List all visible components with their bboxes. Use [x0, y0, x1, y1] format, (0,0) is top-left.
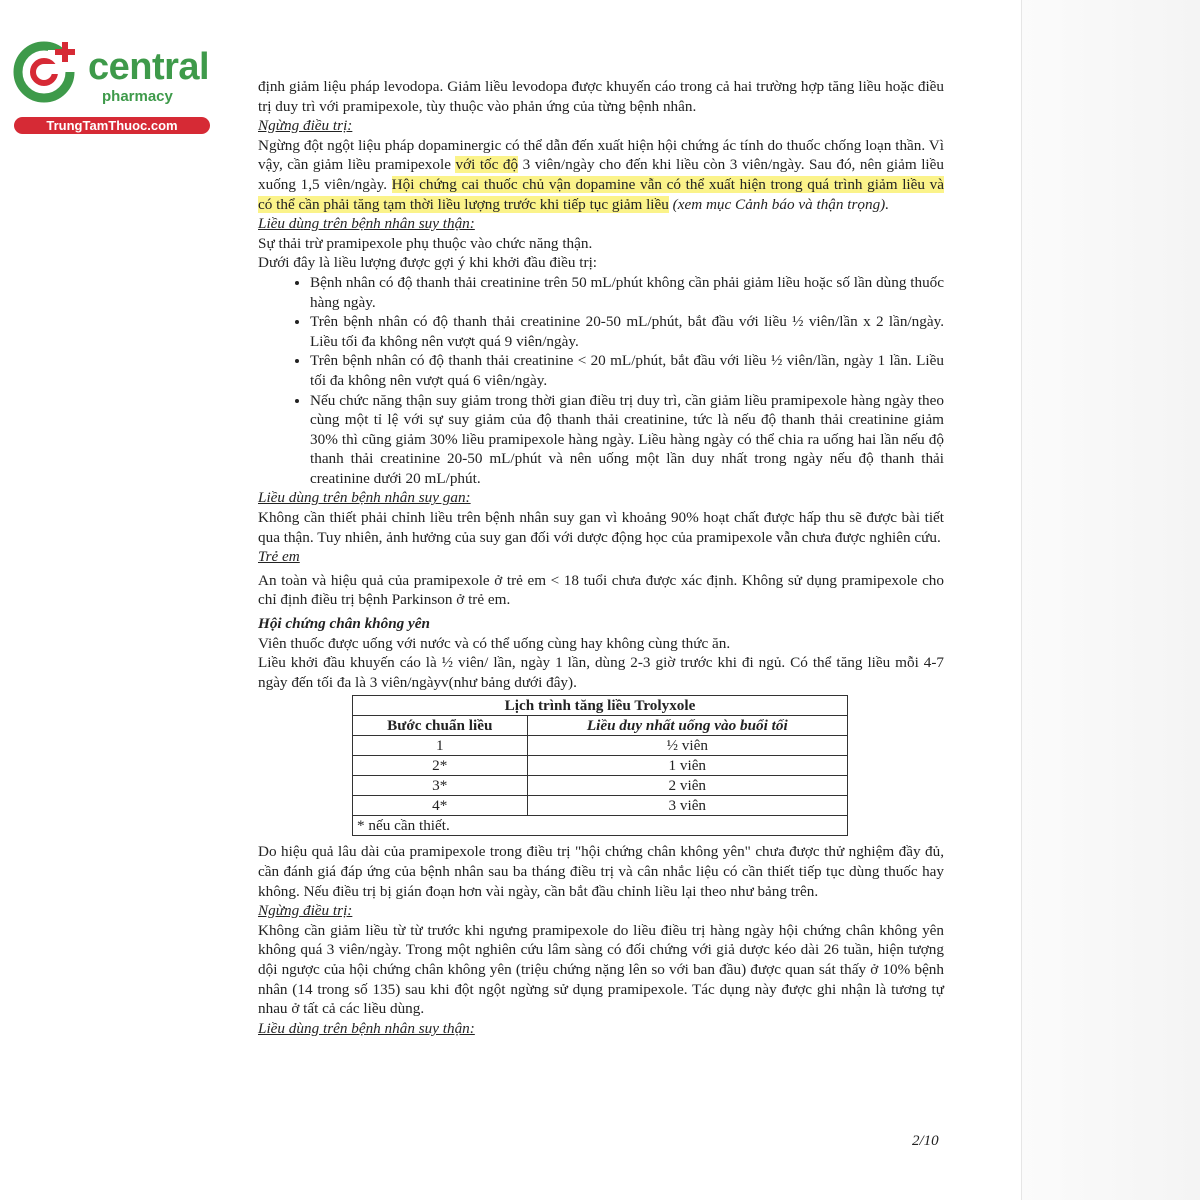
table-row: [353, 736, 848, 756]
table-cell: 3 viên: [527, 796, 847, 816]
table-row: [353, 796, 848, 816]
titration-table: [352, 695, 848, 836]
paragraph: Do hiệu quả lâu dài của pramipexole trong điều trị "hội chứng chân không yên" chưa được thử nghiệm đầy đủ, cần đánh giá đáp ứng của bệnh nhân sau ba tháng điều trị và cân nhắc liệu có cần thiết tiếp tục dùng thuốc hay không. Nếu điều trị bị gián đoạn hơn vài ngày, cần bắt đầu chỉnh liều lại theo như bảng trên.: [258, 843, 944, 900]
table-cell: ½ viên: [527, 736, 847, 756]
logo-url: TrungTamThuoc.com: [14, 117, 210, 134]
section-heading-stop-treatment-rls: Ngừng điều trị:: [258, 902, 353, 920]
page-edge-shadow: [1021, 0, 1200, 1200]
paragraph-taper: [258, 136, 944, 214]
paragraph: Dưới đây là liều lượng được gợi ý khi khởi đầu điều trị:: [258, 254, 598, 272]
table-cell: 2 viên: [527, 776, 847, 796]
table-header: Bước chuẩn liều: [353, 716, 528, 736]
paragraph: Sự thải trừ pramipexole phụ thuộc vào chức năng thận.: [258, 234, 593, 252]
document-body: [258, 77, 944, 1038]
highlight: với tốc độ: [455, 156, 519, 174]
paragraph: Không cần giảm liều từ từ trước khi ngưng pramipexole do liều điều trị hàng ngày hội chứng chân không yên không quá 3 viên/ngày. Trong một nghiên cứu lâm sàng có đối chứng với giả dược kéo dài 26 tuần, hiện tượng dội ngược của hội chứng chân không yên (triệu chứng nặng lên so với ban đầu) được quan sát thấy ở 10% bệnh nhân (14 trong số 135) sau khi đột ngột ngừng sử dụng pramipexole. Tác dụng này được ghi nhận là tương tự nhau ở tất cả các liều dùng.: [258, 921, 944, 1018]
list-item: • Trên bệnh nhân có độ thanh thải creatinine < 20 mL/phút, bắt đầu với liều ½ viên/lần, ngày 1 lần. Liều tối đa không nên vượt quá 6 viên/ngày.: [310, 351, 944, 390]
table-cell: 4*: [353, 796, 528, 816]
section-heading-stop-treatment: Ngừng điều trị:: [258, 117, 353, 135]
paragraph: Không cần thiết phải chỉnh liều trên bệnh nhân suy gan vì khoảng 90% hoạt chất được hấp thu sẽ được bài tiết qua thận. Tuy nhiên, ảnh hưởng của suy gan đối với dược động học của pramipexole vẫn chưa được nghiên cứu.: [258, 509, 944, 546]
table-row: [353, 756, 848, 776]
section-heading-hepatic: Liều dùng trên bệnh nhân suy gan:: [258, 489, 471, 507]
cross-reference: (xem mục Cảnh báo và thận trọng).: [668, 195, 890, 213]
paragraph: An toàn và hiệu quả của pramipexole ở trẻ em < 18 tuổi chưa được xác định. Không sử dụng pramipexole cho chỉ định điều trị bệnh Parkinson ở trẻ em.: [258, 571, 944, 609]
logo-subtitle: pharmacy: [102, 88, 173, 105]
highlight: Hội chứng cai thuốc chủ vận dopamine vẫn có thể xuất hiện trong quá trình giảm liều và có thể cần phải tăng tạm thời liều lượng trước khi tiếp tục giảm liều: [258, 175, 944, 213]
table-title: Lịch trình tăng liều Trolyxole: [353, 696, 848, 716]
table-row: [353, 776, 848, 796]
renal-dose-list: [258, 273, 944, 489]
list-item: • Nếu chức năng thận suy giảm trong thời gian điều trị duy trì, cần giảm liều pramipexole hàng ngày theo cùng một tỉ lệ với sự suy giảm của độ thanh thải creatinine, tức là nếu độ thanh thải creatinine giảm 30% thì cũng giảm 30% liều pramipexole hàng ngày. Liều hàng ngày có thể chia ra uống hai lần nếu độ thanh thải creatinine 20-50 mL/phút và nên uống một lần duy nhất trong ngày nếu độ thanh thải creatinine dưới 20 mL/phút.: [310, 391, 944, 489]
list-item: • Trên bệnh nhân có độ thanh thải creatinine 20-50 mL/phút, bắt đầu với liều ½ viên/lần x 2 lần/ngày. Liều tối đa không nên vượt quá 9 viên/ngày.: [310, 312, 944, 351]
text: 3 viên/ngày cho đến khi liều còn 3 viên/ngày. Sau đó, nên giảm liều xuống 1,5 viên/ngày.: [258, 156, 944, 193]
central-pharmacy-logo[interactable]: [10, 38, 215, 138]
paragraph: định giảm liệu pháp levodopa. Giảm liều levodopa được khuyến cáo trong cả hai trường hợp tăng liều hoặc điều trị duy trì với pramipexole, tùy thuộc vào phản ứng của từng bệnh nhân.: [258, 78, 944, 115]
table-cell: 1 viên: [527, 756, 847, 776]
table-header: Liều duy nhất uống vào buổi tối: [527, 716, 847, 736]
list-item: • Bệnh nhân có độ thanh thải creatinine trên 50 mL/phút không cần phải giảm liều hoặc số lần dùng thuốc hàng ngày.: [310, 273, 944, 312]
table-footnote: * nếu cần thiết.: [353, 816, 848, 836]
section-heading-renal-rls: Liều dùng trên bệnh nhân suy thận:: [258, 1019, 475, 1037]
section-heading-renal: Liều dùng trên bệnh nhân suy thận:: [258, 215, 475, 233]
paragraph: Viên thuốc được uống với nước và có thể uống cùng hay không cùng thức ăn.: [258, 634, 731, 652]
logo-icon: [10, 38, 90, 118]
page-number: 2/10: [912, 1133, 939, 1149]
table-cell: 3*: [353, 776, 528, 796]
section-heading-rls: Hội chứng chân không yên: [258, 615, 430, 633]
text: Ngừng đột ngột liệu pháp dopaminergic có thể dẫn đến xuất hiện hội chứng ác tính do thuốc chống loạn thần. Vì vậy, cần giảm liều pramipexole: [258, 136, 944, 174]
section-heading-children: Trẻ em: [258, 548, 300, 566]
table-cell: 2*: [353, 756, 528, 776]
table-cell: 1: [353, 736, 528, 756]
logo-brand: central: [88, 46, 210, 88]
paragraph: Liều khởi đầu khuyến cáo là ½ viên/ lần, ngày 1 lần, dùng 2-3 giờ trước khi đi ngủ. Có thể tăng liều mỗi 4-7 ngày đến tối đa là 3 viên/ngàyv(như bảng dưới đây).: [258, 654, 944, 691]
